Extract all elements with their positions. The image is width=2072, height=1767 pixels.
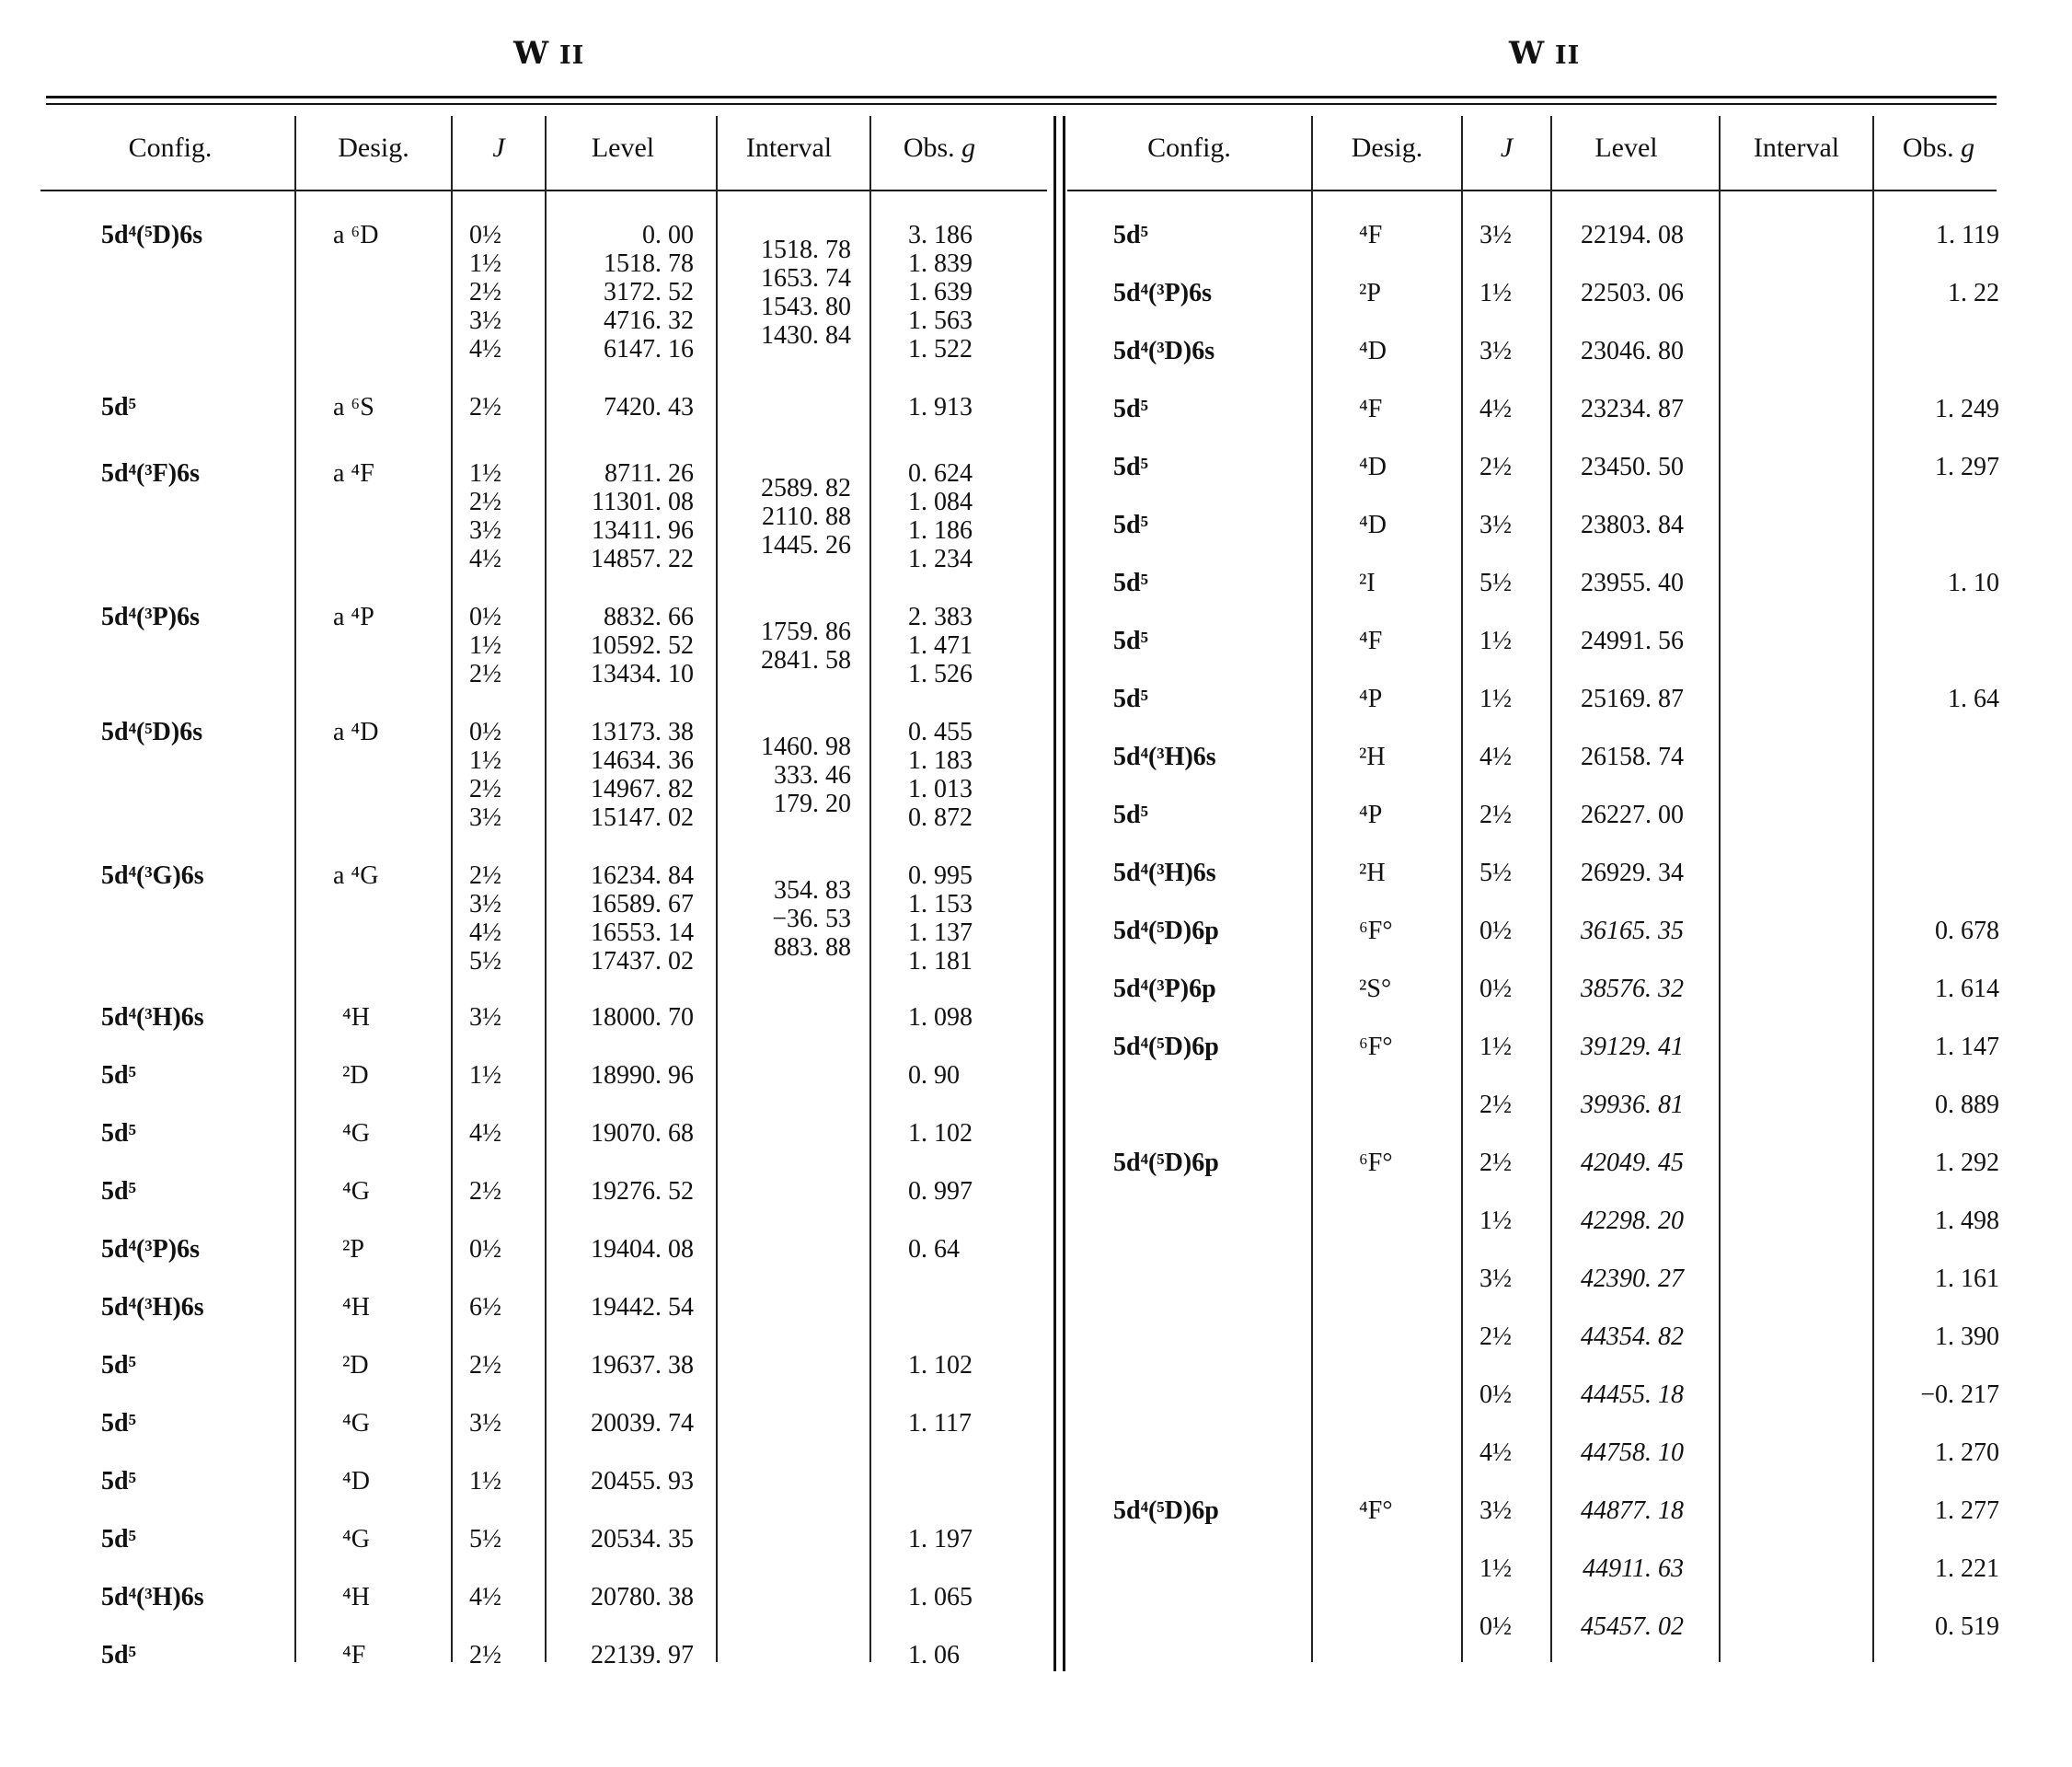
header-level: Level bbox=[1594, 133, 1658, 163]
header-rule-left bbox=[40, 190, 1047, 191]
obs-g-cell: 1. 065 bbox=[908, 1583, 973, 1611]
j-cell: 2½ bbox=[1479, 453, 1512, 481]
obs-g-cell: 1. 277 bbox=[1935, 1496, 1999, 1525]
level-cell: 22194. 08 bbox=[1581, 221, 1684, 249]
level-cell: 38576. 32 bbox=[1581, 975, 1684, 1003]
desig-cell: ⁴D bbox=[1359, 337, 1387, 365]
obs-g-cell: 0. 455 bbox=[908, 718, 973, 746]
interval-cell: 1430. 84 bbox=[761, 321, 851, 350]
header-g-label: Obs. bbox=[903, 133, 962, 163]
interval-cell: 1543. 80 bbox=[761, 293, 851, 321]
top-rule bbox=[46, 96, 1997, 98]
level-cell: 24991. 56 bbox=[1581, 627, 1684, 655]
level-cell: 13173. 38 bbox=[591, 718, 694, 746]
level-cell: 0. 00 bbox=[642, 221, 694, 249]
obs-g-cell: 0. 889 bbox=[1935, 1091, 1999, 1119]
level-cell: 19070. 68 bbox=[591, 1119, 694, 1148]
header-g-symbol: g bbox=[1961, 133, 1975, 163]
level-cell: 42390. 27 bbox=[1581, 1265, 1684, 1293]
header-g bbox=[871, 133, 1007, 169]
config-cell: 5d⁴(³F)6s bbox=[101, 459, 201, 488]
obs-g-cell: 1. 471 bbox=[908, 631, 973, 660]
j-cell: 5½ bbox=[469, 1525, 501, 1553]
level-cell: 16234. 84 bbox=[591, 861, 694, 890]
header-j-label: J bbox=[492, 133, 505, 163]
j-cell: 3½ bbox=[469, 306, 501, 335]
level-cell: 42049. 45 bbox=[1581, 1149, 1684, 1177]
obs-g-cell: 1. 186 bbox=[908, 516, 973, 545]
j-cell: 3½ bbox=[469, 1409, 501, 1438]
desig-cell: ²S° bbox=[1359, 975, 1392, 1003]
interval-cell: 333. 46 bbox=[774, 761, 851, 790]
interval-cell: 1759. 86 bbox=[761, 618, 851, 646]
obs-g-cell: 1. 522 bbox=[908, 335, 973, 364]
j-cell: 1½ bbox=[469, 1061, 501, 1090]
level-cell: 7420. 43 bbox=[604, 393, 694, 422]
desig-cell: ⁶F° bbox=[1359, 917, 1393, 945]
desig-cell: a ⁶D bbox=[333, 221, 379, 249]
obs-g-cell: 1. 839 bbox=[908, 249, 973, 278]
level-cell: 17437. 02 bbox=[591, 947, 694, 976]
desig-cell: ⁴G bbox=[342, 1177, 370, 1206]
obs-g-cell: 1. 119 bbox=[1936, 221, 1999, 249]
desig-cell: ⁴G bbox=[342, 1119, 370, 1148]
config-cell: 5d⁴(³D)6s bbox=[1113, 337, 1215, 365]
level-cell: 42298. 20 bbox=[1581, 1207, 1684, 1235]
obs-g-cell: 1. 102 bbox=[908, 1119, 973, 1148]
obs-g-cell: 0. 997 bbox=[908, 1177, 973, 1206]
level-cell: 36165. 35 bbox=[1581, 917, 1684, 945]
obs-g-cell: 3. 186 bbox=[908, 221, 973, 249]
j-cell: 0½ bbox=[1479, 1380, 1512, 1409]
level-cell: 44354. 82 bbox=[1581, 1322, 1684, 1351]
desig-cell: ²D bbox=[342, 1351, 369, 1380]
obs-g-cell: 1. 098 bbox=[908, 1003, 973, 1032]
desig-cell: ²H bbox=[1359, 859, 1386, 887]
config-cell: 5d⁴(³H)6s bbox=[101, 1583, 204, 1611]
title-element: W bbox=[513, 35, 549, 72]
desig-cell: ²I bbox=[1359, 569, 1376, 597]
level-cell: 23046. 80 bbox=[1581, 337, 1684, 365]
obs-g-cell: 1. 161 bbox=[1935, 1265, 1999, 1293]
interval-cell: 1460. 98 bbox=[761, 733, 851, 761]
obs-g-cell: 2. 383 bbox=[908, 603, 973, 631]
header-j-label: J bbox=[1500, 133, 1514, 163]
level-cell: 23234. 87 bbox=[1581, 395, 1684, 423]
level-cell: 19276. 52 bbox=[591, 1177, 694, 1206]
config-cell: 5d⁵ bbox=[101, 1409, 136, 1438]
level-cell: 11301. 08 bbox=[592, 488, 694, 516]
j-cell: 1½ bbox=[1479, 1207, 1512, 1235]
config-cell: 5d⁴(⁵D)6s bbox=[101, 221, 203, 249]
level-cell: 15147. 02 bbox=[591, 803, 694, 832]
level-cell: 13434. 10 bbox=[591, 660, 694, 688]
level-cell: 19637. 38 bbox=[591, 1351, 694, 1380]
desig-cell: ²D bbox=[342, 1061, 369, 1090]
j-cell: 1½ bbox=[1479, 685, 1512, 713]
interval-cell: 2110. 88 bbox=[762, 502, 851, 531]
obs-g-cell: 0. 624 bbox=[908, 459, 973, 488]
level-cell: 1518. 78 bbox=[604, 249, 694, 278]
desig-cell: ⁴G bbox=[342, 1525, 370, 1553]
j-cell: 2½ bbox=[469, 1351, 501, 1380]
j-cell: 2½ bbox=[469, 393, 501, 422]
interval-cell: 179. 20 bbox=[774, 790, 851, 818]
title-ion: II bbox=[559, 41, 585, 70]
interval-cell: 2841. 58 bbox=[761, 646, 851, 675]
level-cell: 14967. 82 bbox=[591, 775, 694, 803]
config-cell: 5d⁵ bbox=[101, 1525, 136, 1553]
interval-cell: 2589. 82 bbox=[761, 474, 851, 502]
column-divider bbox=[1872, 116, 1874, 1662]
config-cell: 5d⁵ bbox=[101, 1467, 136, 1496]
j-cell: 1½ bbox=[469, 631, 501, 660]
obs-g-cell: 1. 526 bbox=[908, 660, 973, 688]
j-cell: 4½ bbox=[469, 545, 501, 573]
obs-g-cell: 1. 117 bbox=[908, 1409, 972, 1438]
table-title-right bbox=[1509, 35, 1580, 72]
config-cell: 5d⁴(³G)6s bbox=[101, 861, 204, 890]
config-cell: 5d⁴(³P)6s bbox=[101, 603, 201, 631]
j-cell: 4½ bbox=[469, 1583, 501, 1611]
level-cell: 44758. 10 bbox=[1581, 1438, 1684, 1467]
level-cell: 23450. 50 bbox=[1581, 453, 1684, 481]
obs-g-cell: 1. 234 bbox=[908, 545, 973, 573]
obs-g-cell: 0. 995 bbox=[908, 861, 973, 890]
obs-g-cell: 1. 013 bbox=[908, 775, 973, 803]
desig-cell: ²P bbox=[1359, 279, 1381, 307]
top-rule-thin bbox=[46, 103, 1997, 105]
column-divider bbox=[451, 116, 453, 1662]
obs-g-cell: 1. 498 bbox=[1935, 1207, 1999, 1235]
j-cell: 2½ bbox=[469, 1177, 501, 1206]
desig-cell: ²P bbox=[342, 1235, 364, 1264]
j-cell: 3½ bbox=[469, 803, 501, 832]
header-desig: Desig. bbox=[338, 133, 409, 163]
j-cell: 0½ bbox=[469, 718, 501, 746]
config-cell: 5d⁵ bbox=[1113, 453, 1148, 481]
obs-g-cell: 1. 102 bbox=[908, 1351, 973, 1380]
desig-cell: a ⁶S bbox=[333, 393, 374, 422]
config-cell: 5d⁵ bbox=[101, 393, 136, 422]
obs-g-cell: 0. 519 bbox=[1935, 1612, 1999, 1641]
desig-cell: ⁴D bbox=[342, 1467, 370, 1496]
desig-cell: a ⁴P bbox=[333, 603, 374, 631]
column-divider bbox=[1461, 116, 1463, 1662]
level-cell: 8711. 26 bbox=[604, 459, 694, 488]
j-cell: 3½ bbox=[1479, 1496, 1512, 1525]
j-cell: 2½ bbox=[469, 488, 501, 516]
obs-g-cell: 1. 153 bbox=[908, 890, 973, 918]
desig-cell: ⁶F° bbox=[1359, 1033, 1393, 1061]
j-cell: 3½ bbox=[469, 1003, 501, 1032]
desig-cell: ⁶F° bbox=[1359, 1149, 1393, 1177]
interval-cell: 1653. 74 bbox=[761, 264, 851, 293]
level-cell: 3172. 52 bbox=[604, 278, 694, 306]
config-cell: 5d⁴(³H)6s bbox=[1113, 743, 1216, 771]
obs-g-cell: 1. 084 bbox=[908, 488, 973, 516]
config-cell: 5d⁴(⁵D)6p bbox=[1113, 1033, 1219, 1061]
j-cell: 2½ bbox=[469, 660, 501, 688]
desig-cell: ⁴D bbox=[1359, 511, 1387, 539]
config-cell: 5d⁵ bbox=[1113, 395, 1148, 423]
j-cell: 2½ bbox=[1479, 1322, 1512, 1351]
config-cell: 5d⁵ bbox=[1113, 801, 1148, 829]
obs-g-cell: 1. 390 bbox=[1935, 1322, 1999, 1351]
interval-cell: −36. 53 bbox=[772, 905, 851, 933]
desig-cell: ⁴H bbox=[342, 1293, 370, 1322]
j-cell: 2½ bbox=[1479, 1091, 1512, 1119]
level-cell: 13411. 96 bbox=[592, 516, 694, 545]
desig-cell: ⁴F bbox=[342, 1641, 366, 1669]
level-cell: 23955. 40 bbox=[1581, 569, 1684, 597]
level-cell: 26929. 34 bbox=[1581, 859, 1684, 887]
obs-g-cell: 1. 913 bbox=[908, 393, 973, 422]
column-divider bbox=[869, 116, 871, 1662]
interval-cell: 354. 83 bbox=[774, 876, 851, 905]
j-cell: 0½ bbox=[469, 221, 501, 249]
obs-g-cell: −0. 217 bbox=[1920, 1380, 1999, 1409]
obs-g-cell: 1. 297 bbox=[1935, 453, 1999, 481]
config-cell: 5d⁵ bbox=[101, 1177, 136, 1206]
obs-g-cell: 1. 639 bbox=[908, 278, 973, 306]
level-cell: 23803. 84 bbox=[1581, 511, 1684, 539]
level-cell: 18000. 70 bbox=[591, 1003, 694, 1032]
config-cell: 5d⁵ bbox=[101, 1351, 136, 1380]
j-cell: 3½ bbox=[1479, 511, 1512, 539]
obs-g-cell: 1. 147 bbox=[1935, 1033, 1999, 1061]
table-divider bbox=[1063, 116, 1065, 1671]
j-cell: 3½ bbox=[1479, 1265, 1512, 1293]
obs-g-cell: 1. 270 bbox=[1935, 1438, 1999, 1467]
desig-cell: ²H bbox=[1359, 743, 1386, 771]
level-cell: 10592. 52 bbox=[591, 631, 694, 660]
header-desig: Desig. bbox=[1351, 133, 1423, 163]
desig-cell: ⁴D bbox=[1359, 453, 1387, 481]
column-divider bbox=[1719, 116, 1721, 1662]
j-cell: 3½ bbox=[469, 890, 501, 918]
desig-cell: ⁴G bbox=[342, 1409, 370, 1438]
header-j bbox=[453, 133, 545, 169]
level-cell: 18990. 96 bbox=[591, 1061, 694, 1090]
j-cell: 1½ bbox=[469, 459, 501, 488]
level-cell: 8832. 66 bbox=[604, 603, 694, 631]
obs-g-cell: 1. 06 bbox=[908, 1641, 960, 1669]
obs-g-cell: 1. 292 bbox=[1935, 1149, 1999, 1177]
j-cell: 1½ bbox=[1479, 1554, 1512, 1583]
j-cell: 5½ bbox=[1479, 859, 1512, 887]
j-cell: 2½ bbox=[469, 1641, 501, 1669]
j-cell: 5½ bbox=[469, 947, 501, 976]
j-cell: 1½ bbox=[1479, 279, 1512, 307]
j-cell: 2½ bbox=[1479, 801, 1512, 829]
config-cell: 5d⁴(⁵D)6p bbox=[1113, 1149, 1219, 1177]
config-cell: 5d⁵ bbox=[101, 1061, 136, 1090]
title-ion: II bbox=[1555, 41, 1581, 70]
obs-g-cell: 1. 22 bbox=[1948, 279, 1999, 307]
desig-cell: a ⁴D bbox=[333, 718, 379, 746]
config-cell: 5d⁴(³H)6s bbox=[101, 1003, 204, 1032]
config-cell: 5d⁴(⁵D)6p bbox=[1113, 917, 1219, 945]
title-element: W bbox=[1509, 35, 1545, 72]
level-cell: 19442. 54 bbox=[591, 1293, 694, 1322]
interval-cell: 1518. 78 bbox=[761, 236, 851, 264]
interval-cell: 883. 88 bbox=[774, 933, 851, 962]
config-cell: 5d⁵ bbox=[101, 1641, 136, 1669]
header-rule-right bbox=[1067, 190, 1997, 191]
column-divider bbox=[1311, 116, 1313, 1662]
header-j bbox=[1463, 133, 1550, 169]
level-cell: 26227. 00 bbox=[1581, 801, 1684, 829]
level-cell: 20455. 93 bbox=[591, 1467, 694, 1496]
desig-cell: ⁴P bbox=[1359, 801, 1383, 829]
level-cell: 4716. 32 bbox=[604, 306, 694, 335]
header-interval: Interval bbox=[745, 133, 833, 163]
header-config: Config. bbox=[1147, 133, 1231, 163]
j-cell: 4½ bbox=[1479, 395, 1512, 423]
level-cell: 26158. 74 bbox=[1581, 743, 1684, 771]
obs-g-cell: 1. 197 bbox=[908, 1525, 973, 1553]
j-cell: 3½ bbox=[469, 516, 501, 545]
config-cell: 5d⁴(³H)6s bbox=[1113, 859, 1216, 887]
j-cell: 1½ bbox=[1479, 627, 1512, 655]
desig-cell: ⁴F bbox=[1359, 221, 1383, 249]
config-cell: 5d⁵ bbox=[1113, 511, 1148, 539]
level-cell: 20534. 35 bbox=[591, 1525, 694, 1553]
level-cell: 25169. 87 bbox=[1581, 685, 1684, 713]
level-cell: 14634. 36 bbox=[591, 746, 694, 775]
config-cell: 5d⁴(⁵D)6s bbox=[101, 718, 203, 746]
level-cell: 45457. 02 bbox=[1581, 1612, 1684, 1641]
desig-cell: a ⁴F bbox=[333, 459, 374, 488]
table-divider bbox=[1053, 116, 1056, 1671]
level-cell: 16589. 67 bbox=[591, 890, 694, 918]
config-cell: 5d⁴(³P)6s bbox=[101, 1235, 201, 1264]
level-cell: 44911. 63 bbox=[1583, 1554, 1684, 1583]
j-cell: 2½ bbox=[469, 861, 501, 890]
config-cell: 5d⁵ bbox=[1113, 221, 1148, 249]
j-cell: 4½ bbox=[469, 918, 501, 947]
level-cell: 39129. 41 bbox=[1581, 1033, 1684, 1061]
j-cell: 0½ bbox=[1479, 1612, 1512, 1641]
table-title-left bbox=[513, 35, 584, 72]
header-interval: Interval bbox=[1753, 133, 1840, 163]
j-cell: 1½ bbox=[469, 1467, 501, 1496]
config-cell: 5d⁵ bbox=[101, 1119, 136, 1148]
level-cell: 44455. 18 bbox=[1581, 1380, 1684, 1409]
level-cell: 20039. 74 bbox=[591, 1409, 694, 1438]
header-config: Config. bbox=[128, 133, 213, 163]
obs-g-cell: 1. 137 bbox=[908, 918, 973, 947]
j-cell: 0½ bbox=[1479, 975, 1512, 1003]
level-cell: 39936. 81 bbox=[1581, 1091, 1684, 1119]
j-cell: 1½ bbox=[469, 249, 501, 278]
obs-g-cell: 0. 678 bbox=[1935, 917, 1999, 945]
config-cell: 5d⁴(³P)6p bbox=[1113, 975, 1216, 1003]
level-cell: 44877. 18 bbox=[1581, 1496, 1684, 1525]
desig-cell: ⁴F bbox=[1359, 627, 1383, 655]
obs-g-cell: 1. 249 bbox=[1935, 395, 1999, 423]
j-cell: 5½ bbox=[1479, 569, 1512, 597]
level-cell: 19404. 08 bbox=[591, 1235, 694, 1264]
header-level: Level bbox=[591, 133, 655, 163]
j-cell: 3½ bbox=[1479, 337, 1512, 365]
desig-cell: a ⁴G bbox=[333, 861, 379, 890]
obs-g-cell: 0. 872 bbox=[908, 803, 973, 832]
level-cell: 14857. 22 bbox=[591, 545, 694, 573]
obs-g-cell: 1. 64 bbox=[1948, 685, 1999, 713]
j-cell: 1½ bbox=[1479, 1033, 1512, 1061]
desig-cell: ⁴H bbox=[342, 1583, 370, 1611]
j-cell: 0½ bbox=[469, 1235, 501, 1264]
config-cell: 5d⁵ bbox=[1113, 569, 1148, 597]
level-cell: 22139. 97 bbox=[591, 1641, 694, 1669]
obs-g-cell: 1. 221 bbox=[1935, 1554, 1999, 1583]
j-cell: 4½ bbox=[1479, 1438, 1512, 1467]
obs-g-cell: 1. 183 bbox=[908, 746, 973, 775]
config-cell: 5d⁴(³P)6s bbox=[1113, 279, 1213, 307]
header-g bbox=[1874, 133, 2003, 169]
j-cell: 1½ bbox=[469, 746, 501, 775]
obs-g-cell: 1. 181 bbox=[908, 947, 973, 976]
header-g-symbol: g bbox=[961, 133, 976, 163]
j-cell: 4½ bbox=[1479, 743, 1512, 771]
j-cell: 2½ bbox=[469, 278, 501, 306]
obs-g-cell: 1. 614 bbox=[1935, 975, 1999, 1003]
level-cell: 6147. 16 bbox=[604, 335, 694, 364]
obs-g-cell: 0. 90 bbox=[908, 1061, 960, 1090]
config-cell: 5d⁴(³H)6s bbox=[101, 1293, 204, 1322]
obs-g-cell: 1. 10 bbox=[1948, 569, 1999, 597]
desig-cell: ⁴F° bbox=[1359, 1496, 1393, 1525]
j-cell: 4½ bbox=[469, 335, 501, 364]
desig-cell: ⁴P bbox=[1359, 685, 1383, 713]
config-cell: 5d⁴(⁵D)6p bbox=[1113, 1496, 1219, 1525]
j-cell: 0½ bbox=[469, 603, 501, 631]
desig-cell: ⁴H bbox=[342, 1003, 370, 1032]
j-cell: 3½ bbox=[1479, 221, 1512, 249]
j-cell: 4½ bbox=[469, 1119, 501, 1148]
desig-cell: ⁴F bbox=[1359, 395, 1383, 423]
config-cell: 5d⁵ bbox=[1113, 685, 1148, 713]
obs-g-cell: 0. 64 bbox=[908, 1235, 960, 1264]
header-g-label: Obs. bbox=[1902, 133, 1962, 163]
j-cell: 2½ bbox=[469, 775, 501, 803]
obs-g-cell: 1. 563 bbox=[908, 306, 973, 335]
level-cell: 22503. 06 bbox=[1581, 279, 1684, 307]
level-cell: 16553. 14 bbox=[591, 918, 694, 947]
config-cell: 5d⁵ bbox=[1113, 627, 1148, 655]
interval-cell: 1445. 26 bbox=[761, 531, 851, 560]
j-cell: 6½ bbox=[469, 1293, 501, 1322]
level-cell: 20780. 38 bbox=[591, 1583, 694, 1611]
j-cell: 2½ bbox=[1479, 1149, 1512, 1177]
j-cell: 0½ bbox=[1479, 917, 1512, 945]
